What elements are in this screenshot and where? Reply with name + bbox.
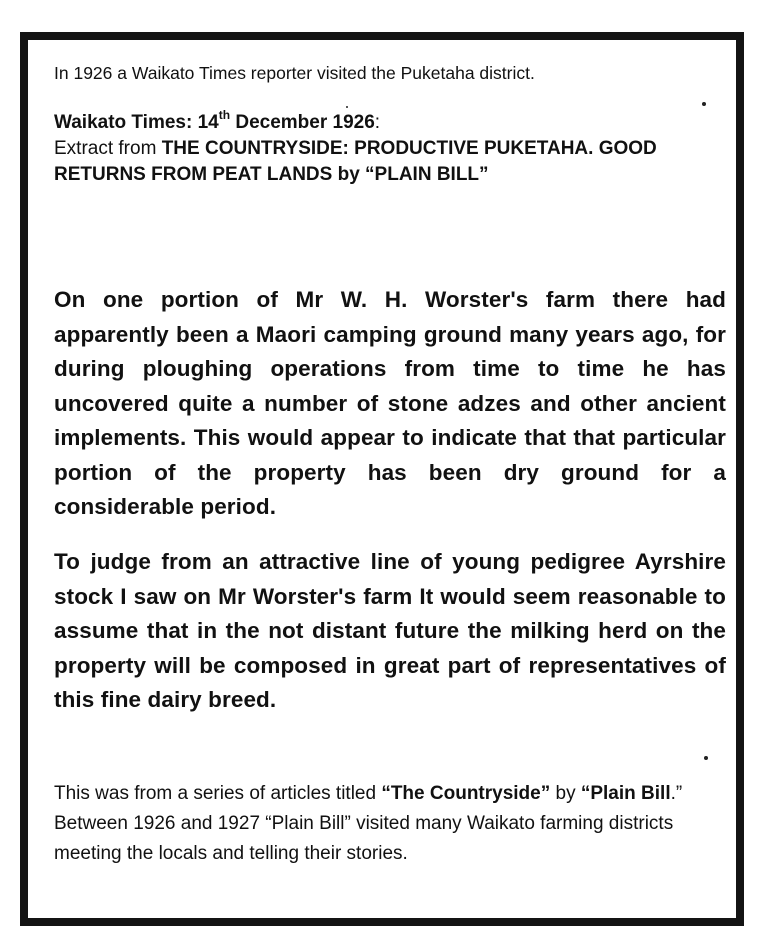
document-frame <box>20 32 744 926</box>
series-note-part-1: This was from a series of articles titled <box>54 783 382 804</box>
scan-speck <box>702 102 706 106</box>
series-title: “The Countryside” <box>381 783 551 804</box>
source-citation <box>54 107 714 188</box>
author-name: “Plain Bill <box>580 783 671 804</box>
date-ordinal-suffix: th <box>218 107 231 122</box>
article-paragraph-2: To judge from an attractive line of young pedigree Ayrshire stock I saw on Mr Worster's farm It would seem reasonable to assume that in the not distant future the milking herd on the property will be composed in great part of representatives of this fine dairy breed. <box>54 549 726 712</box>
newspaper-date-rest: December 1926 <box>230 112 375 133</box>
article-paragraph-1: On one portion of Mr W. H. Worster's farm there had apparently been a Maori camping ground many years ago, for during ploughing operations from time to time he has uncovered quite a number of stone adzes and other ancient implements. This would appear to indicate that that particular portion of the property has been dry ground for a considerable period. <box>54 287 726 519</box>
series-note-part-2: by <box>550 783 581 804</box>
citation-colon: : <box>374 112 381 133</box>
scan-speck <box>704 756 708 760</box>
newspaper-date: Waikato Times: 14 <box>54 112 219 133</box>
series-note-part-3: .” Between 1926 and 1927 “Plain Bill” visited many Waikato farming districts meeting the locals and telling their stories. <box>54 783 683 864</box>
series-note <box>54 779 714 869</box>
intro-line: In 1926 a Waikato Times reporter visited the Puketaha district. <box>54 63 535 83</box>
article-headline: THE COUNTRYSIDE: PRODUCTIVE PUKETAHA. GOOD RETURNS FROM PEAT LANDS by “PLAIN BILL” <box>54 138 657 185</box>
extract-prefix: Extract from <box>54 138 162 159</box>
scan-speck <box>346 106 348 108</box>
